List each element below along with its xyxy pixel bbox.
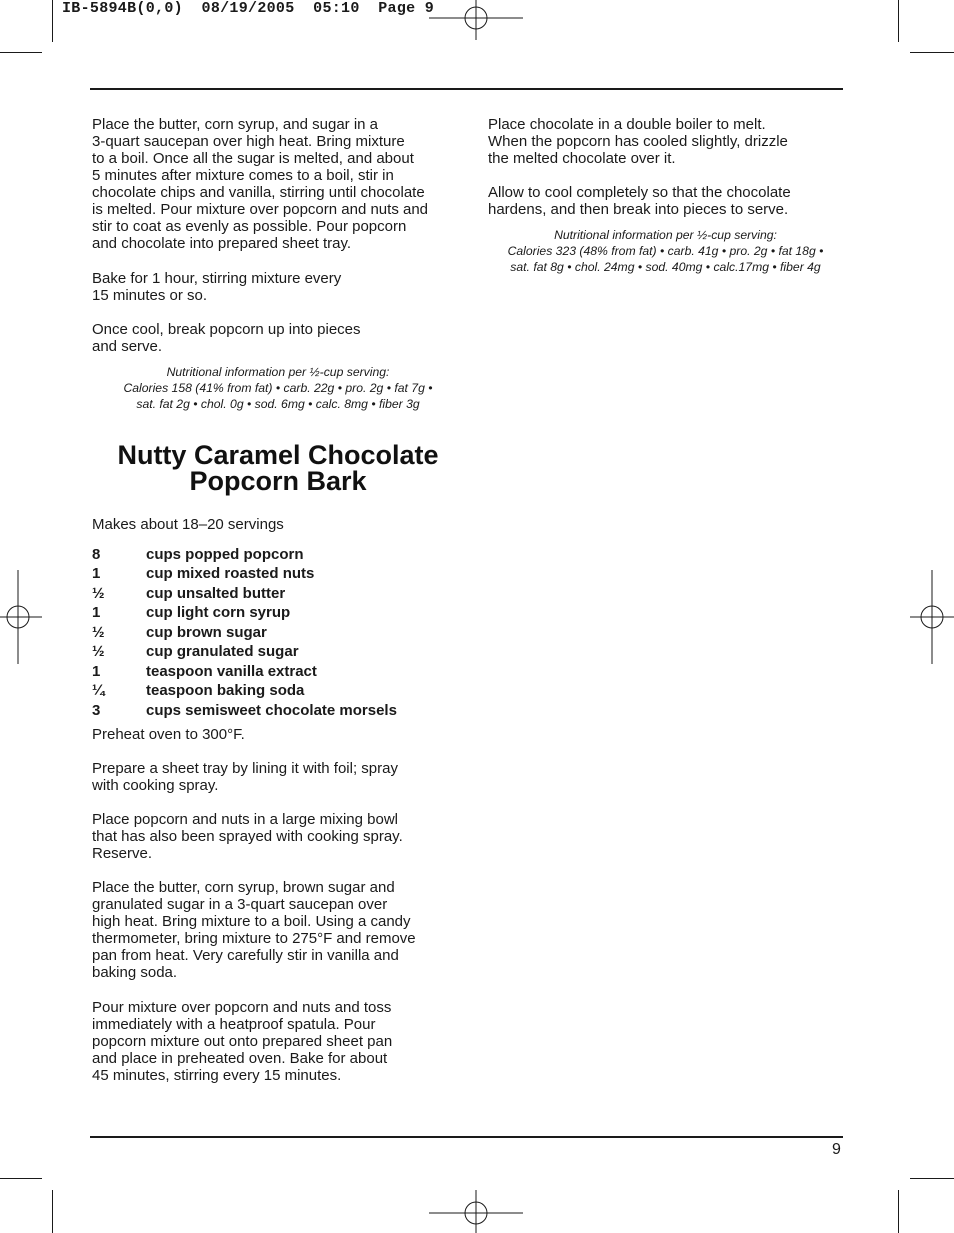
ingredient-row [92, 604, 452, 623]
crop-mark [898, 1190, 899, 1233]
nutrition-info: Nutritional information per ½-cup serving: Calories 158 (41% from fat) • carb. 22g • pro. 2g • fat 7g • sat. fat 2g • chol. 0g • sod. 6mg • calc. 8mg • fiber 3g [123, 365, 433, 411]
nutrition-info: Nutritional information per ½-cup serving: Calories 323 (48% from fat) • carb. 41g • pro. 2g • fat 18g • sat. fat 8g • chol. 24mg • sod. 40mg • calc.17mg • fiber 4g [507, 228, 824, 274]
ingredient-name: cup unsalted butter [146, 585, 286, 602]
registration-mark-bottom [429, 1190, 523, 1233]
ingredient-name: cups popped popcorn [146, 546, 304, 563]
recipe-paragraph: Once cool, break popcorn up into pieces and serve. [92, 321, 361, 355]
ingredient-row [92, 702, 452, 721]
ingredient-name: teaspoon baking soda [146, 682, 305, 699]
ingredient-quantity: 1 [92, 565, 101, 582]
ingredient-quantity: ½ [92, 585, 105, 602]
registration-mark-left [0, 570, 42, 664]
crop-mark [0, 1178, 42, 1179]
ingredient-quantity: ½ [92, 643, 105, 660]
ingredient-name: cup brown sugar [146, 624, 267, 641]
crop-mark [898, 0, 899, 42]
ingredient-row [92, 565, 452, 584]
recipe-step: Pour mixture over popcorn and nuts and toss immediately with a heatproof spatula. Pour popcorn mixture out onto prepared sheet pan and place in preheated oven. Bake for about 45 minutes, stirring every 15 minutes. [92, 999, 393, 1084]
registration-mark-top [429, 0, 523, 40]
ingredient-row [92, 546, 452, 565]
footer-rule [90, 1136, 843, 1138]
recipe-title: Nutty Caramel Chocolate Popcorn Bark [117, 440, 439, 496]
crop-mark [0, 52, 42, 53]
recipe-step: Prepare a sheet tray by lining it with foil; spray with cooking spray. [92, 760, 398, 794]
servings: Makes about 18–20 servings [92, 516, 284, 533]
header-rule [90, 88, 843, 90]
ingredient-name: cup granulated sugar [146, 643, 299, 660]
crop-mark [52, 0, 53, 42]
ingredient-name: cup light corn syrup [146, 604, 291, 621]
ingredient-name: teaspoon vanilla extract [146, 663, 317, 680]
recipe-paragraph: Place the butter, corn syrup, and sugar in a 3-quart saucepan over high heat. Bring mixture to a boil. Once all the sugar is melted, and about 5 minutes after mixture comes to a boil, stir in chocolate chips and vanilla, stirring until chocolate is melted. Pour mixture over popcorn and nuts and stir to coat as evenly as possible. Pour popcorn and chocolate into prepared sheet tray. [92, 116, 429, 252]
ingredient-row [92, 585, 452, 604]
ingredient-row [92, 624, 452, 643]
ingredient-quantity: 1 [92, 663, 101, 680]
registration-mark-right [910, 570, 954, 664]
crop-mark [52, 1190, 53, 1233]
ingredient-name: cups semisweet chocolate morsels [146, 702, 397, 719]
ingredient-quantity: 1 [92, 604, 101, 621]
print-slug: IB-5894B(0,0) 08/19/2005 05:10 Page 9 [62, 0, 435, 17]
page-number: 9 [832, 1141, 841, 1158]
crop-mark [910, 1178, 954, 1179]
ingredient-row [92, 682, 452, 701]
ingredient-quantity: 8 [92, 546, 101, 563]
crop-mark [910, 52, 954, 53]
ingredient-quantity: 3 [92, 702, 101, 719]
recipe-step: Allow to cool completely so that the chocolate hardens, and then break into pieces to serve. [488, 184, 791, 218]
recipe-step: Preheat oven to 300°F. [92, 726, 245, 743]
ingredient-row [92, 663, 452, 682]
ingredient-quantity: ¼ [92, 682, 105, 699]
recipe-step: Place chocolate in a double boiler to melt. When the popcorn has cooled slightly, drizzle the melted chocolate over it. [488, 116, 788, 167]
recipe-step: Place popcorn and nuts in a large mixing bowl that has also been sprayed with cooking spray. Reserve. [92, 811, 403, 862]
recipe-step: Place the butter, corn syrup, brown sugar and granulated sugar in a 3-quart saucepan over high heat. Bring mixture to a boil. Using a candy thermometer, bring mixture to 275°F and remove pan from heat. Very carefully stir in vanilla and baking soda. [92, 879, 416, 981]
ingredient-quantity: ½ [92, 624, 105, 641]
ingredient-row [92, 643, 452, 662]
ingredient-name: cup mixed roasted nuts [146, 565, 315, 582]
recipe-paragraph: Bake for 1 hour, stirring mixture every 15 minutes or so. [92, 270, 342, 304]
